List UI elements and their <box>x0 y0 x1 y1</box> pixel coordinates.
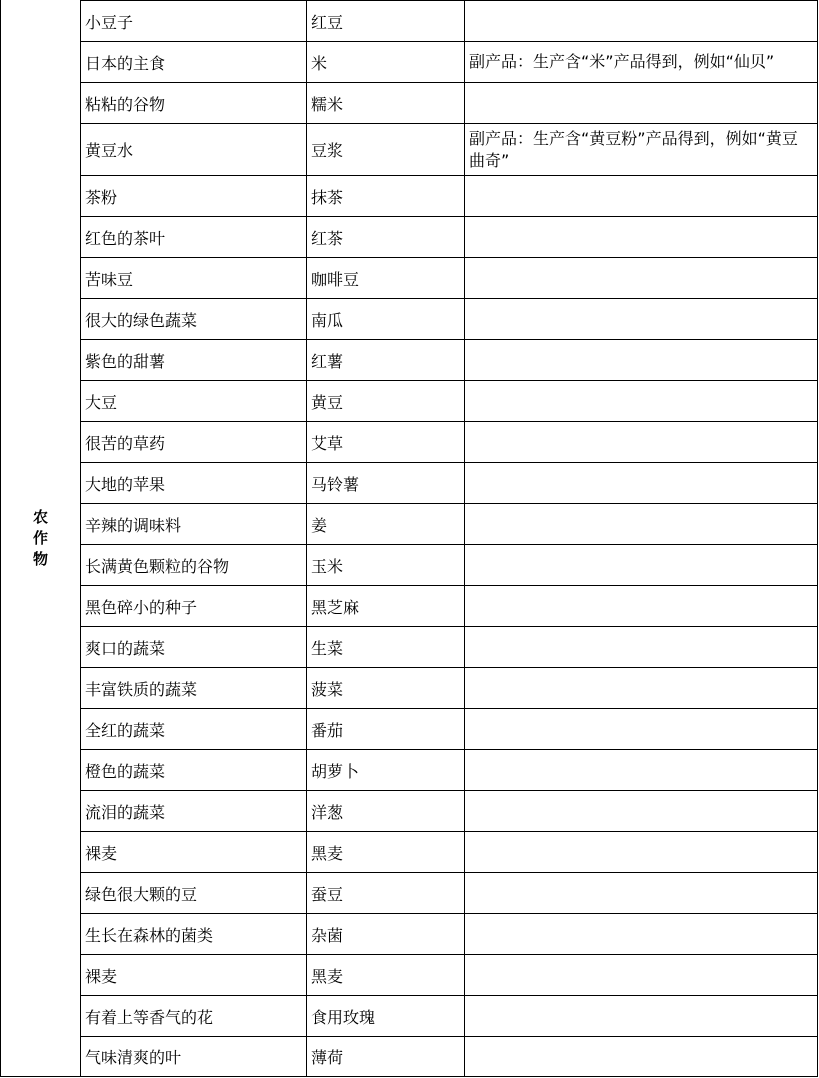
description-cell[interactable]: 橙色的蔬菜 <box>80 750 306 790</box>
crop-name-cell[interactable]: 姜 <box>306 504 464 544</box>
note-cell[interactable] <box>464 955 818 995</box>
description-cell[interactable]: 大地的苹果 <box>80 463 306 503</box>
note-cell[interactable] <box>464 299 818 339</box>
table-row <box>80 175 818 216</box>
crop-name-cell[interactable]: 番茄 <box>306 709 464 749</box>
table-row <box>80 913 818 954</box>
crop-name-cell[interactable]: 杂菌 <box>306 914 464 954</box>
crop-name-cell[interactable]: 黑麦 <box>306 955 464 995</box>
table-row <box>80 503 818 544</box>
description-cell[interactable]: 茶粉 <box>80 176 306 216</box>
table-row <box>80 0 818 41</box>
table-row <box>80 41 818 82</box>
crop-name-cell[interactable]: 豆浆 <box>306 124 464 175</box>
description-cell[interactable]: 黑色碎小的种子 <box>80 586 306 626</box>
description-cell[interactable]: 很大的绿色蔬菜 <box>80 299 306 339</box>
note-cell[interactable] <box>464 832 818 872</box>
table-row <box>80 339 818 380</box>
table-row <box>80 298 818 339</box>
table-row <box>80 954 818 995</box>
description-cell[interactable]: 黄豆水 <box>80 124 306 175</box>
note-cell[interactable] <box>464 463 818 503</box>
note-cell[interactable] <box>464 586 818 626</box>
crop-name-cell[interactable]: 食用玫瑰 <box>306 996 464 1036</box>
crop-name-cell[interactable]: 蚕豆 <box>306 873 464 913</box>
table-row <box>80 708 818 749</box>
note-cell[interactable]: 副产品：生产含“黄豆粉”产品得到，例如“黄豆曲奇” <box>464 124 818 175</box>
description-cell[interactable]: 日本的主食 <box>80 42 306 82</box>
crop-name-cell[interactable]: 胡萝卜 <box>306 750 464 790</box>
description-cell[interactable]: 大豆 <box>80 381 306 421</box>
description-cell[interactable]: 全红的蔬菜 <box>80 709 306 749</box>
note-cell[interactable] <box>464 1037 818 1076</box>
table-row <box>80 462 818 503</box>
table-row <box>80 380 818 421</box>
description-cell[interactable]: 小豆子 <box>80 1 306 41</box>
note-cell[interactable] <box>464 1 818 41</box>
crop-name-cell[interactable]: 黑麦 <box>306 832 464 872</box>
table-row <box>80 216 818 257</box>
description-cell[interactable]: 长满黄色颗粒的谷物 <box>80 545 306 585</box>
note-cell[interactable] <box>464 258 818 298</box>
table-row <box>80 872 818 913</box>
crop-name-cell[interactable]: 米 <box>306 42 464 82</box>
crop-name-cell[interactable]: 红豆 <box>306 1 464 41</box>
description-cell[interactable]: 气味清爽的叶 <box>80 1037 306 1076</box>
description-cell[interactable]: 紫色的甜薯 <box>80 340 306 380</box>
description-cell[interactable]: 爽口的蔬菜 <box>80 627 306 667</box>
note-cell[interactable] <box>464 545 818 585</box>
description-cell[interactable]: 红色的茶叶 <box>80 217 306 257</box>
description-cell[interactable]: 裸麦 <box>80 832 306 872</box>
crop-name-cell[interactable]: 咖啡豆 <box>306 258 464 298</box>
table-row <box>80 82 818 123</box>
crop-name-cell[interactable]: 菠菜 <box>306 668 464 708</box>
note-cell[interactable]: 副产品：生产含“米”产品得到，例如“仙贝” <box>464 42 818 82</box>
description-cell[interactable]: 很苦的草药 <box>80 422 306 462</box>
note-cell[interactable] <box>464 83 818 123</box>
note-cell[interactable] <box>464 750 818 790</box>
crop-name-cell[interactable]: 抹茶 <box>306 176 464 216</box>
crop-name-cell[interactable]: 红薯 <box>306 340 464 380</box>
table-row <box>80 790 818 831</box>
table-row <box>80 585 818 626</box>
table-row <box>80 544 818 585</box>
category-label: 农作物 <box>32 507 48 568</box>
note-cell[interactable] <box>464 996 818 1036</box>
note-cell[interactable] <box>464 176 818 216</box>
description-cell[interactable]: 绿色很大颗的豆 <box>80 873 306 913</box>
description-cell[interactable]: 裸麦 <box>80 955 306 995</box>
note-cell[interactable] <box>464 340 818 380</box>
note-cell[interactable] <box>464 709 818 749</box>
category-cell[interactable] <box>0 0 80 1077</box>
table-row <box>80 257 818 298</box>
note-cell[interactable] <box>464 422 818 462</box>
note-cell[interactable] <box>464 914 818 954</box>
description-cell[interactable]: 丰富铁质的蔬菜 <box>80 668 306 708</box>
note-cell[interactable] <box>464 381 818 421</box>
table-row <box>80 626 818 667</box>
note-cell[interactable] <box>464 627 818 667</box>
crop-name-cell[interactable]: 黄豆 <box>306 381 464 421</box>
description-cell[interactable]: 粘粘的谷物 <box>80 83 306 123</box>
table-row <box>80 1036 818 1077</box>
table-row <box>80 421 818 462</box>
note-cell[interactable] <box>464 504 818 544</box>
crop-name-cell[interactable]: 糯米 <box>306 83 464 123</box>
description-cell[interactable]: 生长在森林的菌类 <box>80 914 306 954</box>
crop-name-cell[interactable]: 艾草 <box>306 422 464 462</box>
table-row <box>80 667 818 708</box>
description-cell[interactable]: 流泪的蔬菜 <box>80 791 306 831</box>
note-cell[interactable] <box>464 217 818 257</box>
description-cell[interactable]: 有着上等香气的花 <box>80 996 306 1036</box>
table-row <box>80 831 818 872</box>
description-cell[interactable]: 苦味豆 <box>80 258 306 298</box>
crop-name-cell[interactable]: 生菜 <box>306 627 464 667</box>
table-row <box>80 123 818 175</box>
table-row <box>80 995 818 1036</box>
crop-name-cell[interactable]: 玉米 <box>306 545 464 585</box>
crop-name-cell[interactable]: 马铃薯 <box>306 463 464 503</box>
note-cell[interactable] <box>464 668 818 708</box>
crop-name-cell[interactable]: 洋葱 <box>306 791 464 831</box>
crop-name-cell[interactable]: 薄荷 <box>306 1037 464 1076</box>
note-cell[interactable] <box>464 791 818 831</box>
crop-name-cell[interactable]: 红茶 <box>306 217 464 257</box>
note-cell[interactable] <box>464 873 818 913</box>
crop-name-cell[interactable]: 黑芝麻 <box>306 586 464 626</box>
table-row <box>80 749 818 790</box>
description-cell[interactable]: 辛辣的调味料 <box>80 504 306 544</box>
crop-name-cell[interactable]: 南瓜 <box>306 299 464 339</box>
